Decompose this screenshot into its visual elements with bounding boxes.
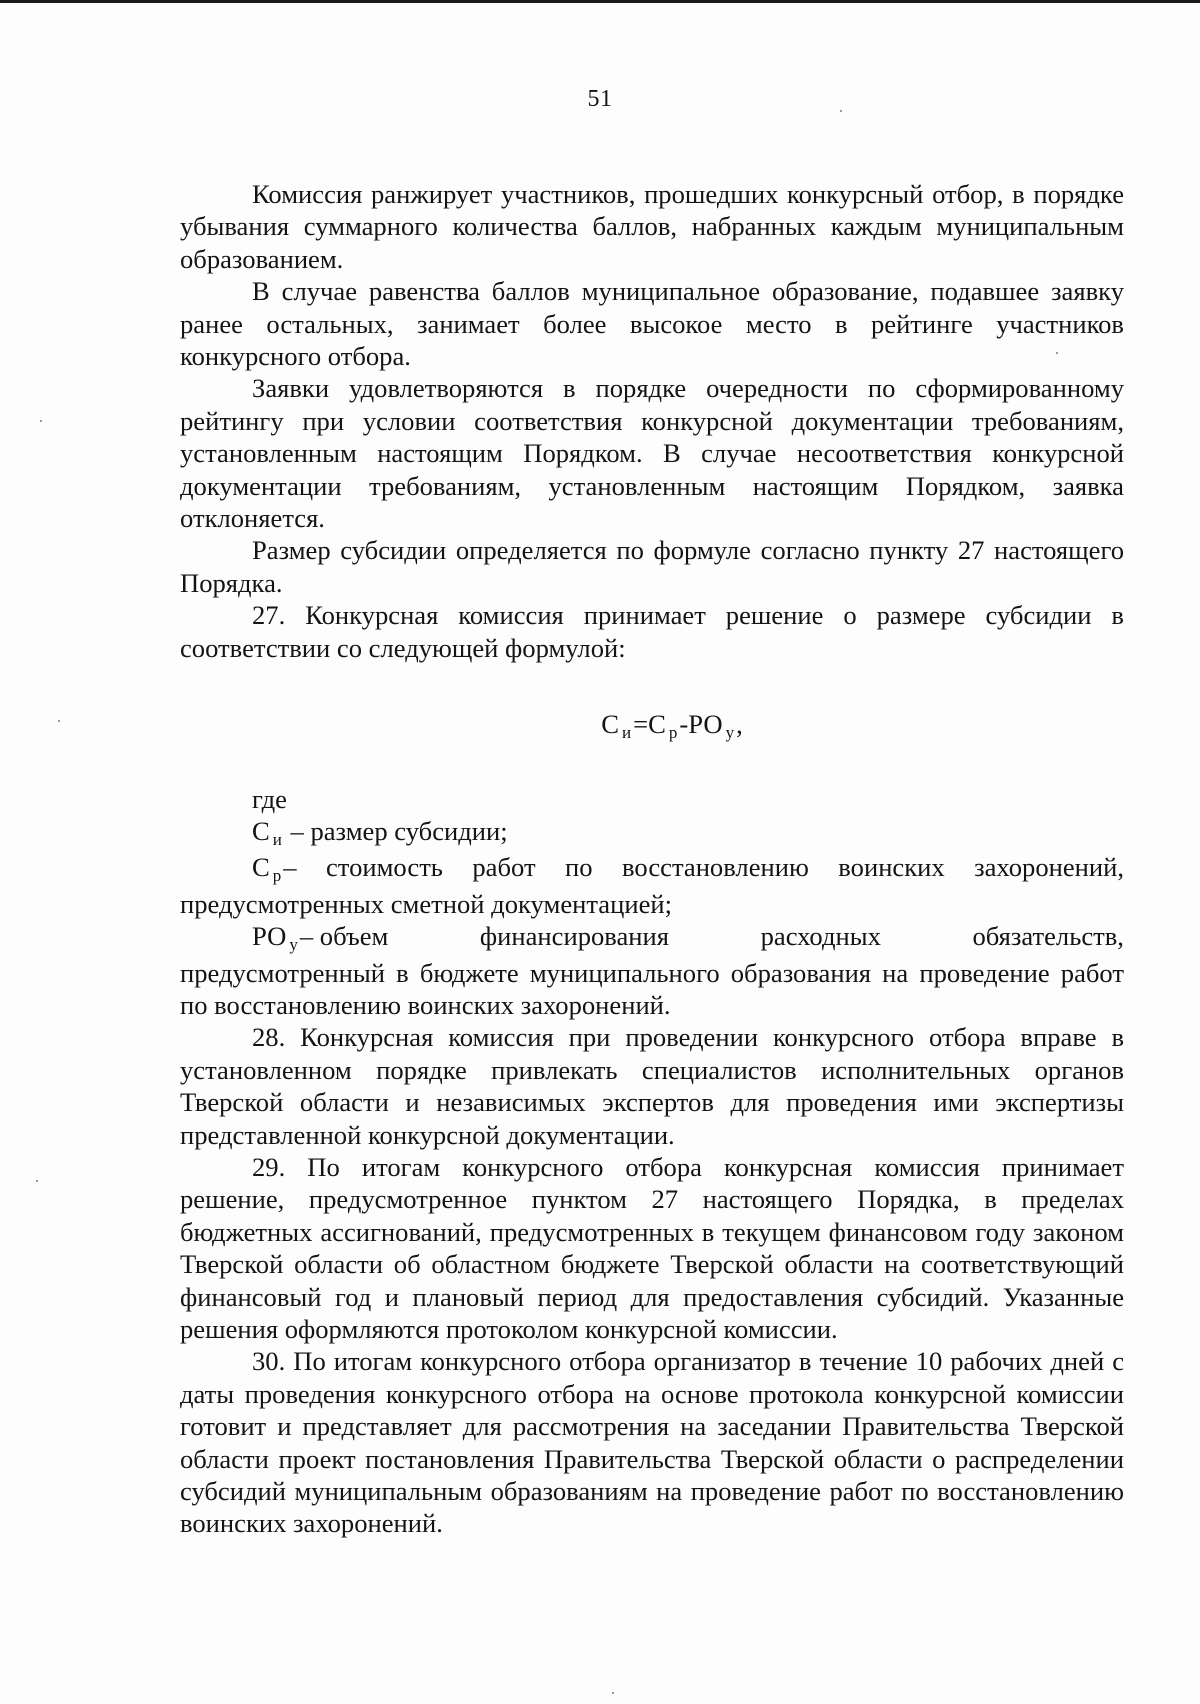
definition-ci: Си – размер субсидии; (252, 815, 508, 849)
formula-c-sub-r: р (668, 723, 678, 743)
subsidy-formula (180, 708, 1124, 744)
formula-c-cost: С (648, 709, 666, 740)
definition-rou-first-line: РО у– объем финансирования расходных обязательств, (252, 921, 1124, 955)
paragraph-28: 28. Конкурсная комиссия при проведении конкурсного отбора вправе в установленном порядке привлекать специалистов исполнительных органов Тверской области и независимых экспертов для проведения ими экспертизы представленной конкурсной документации. (180, 1022, 1124, 1150)
paragraph-tie-break: В случае равенства баллов муниципальное образование, подавшее заявку ранее остальных, занимает более высокое место в рейтинге участников конкурсного отбора. (180, 276, 1124, 372)
formula-ro: РО (688, 709, 723, 740)
paragraph-30: 30. По итогам конкурсного отбора организатор в течение 10 рабочих дней с даты проведения конкурсного отбора на основе протокола конкурсной комиссии готовит и представляет для рассмотрения на заседании Правительства Тверской области проект постановления Правительства Тверской области о распределении субсидий муниципальным образованиям на проведение работ по восстановлению воинских захоронений. (180, 1346, 1124, 1539)
scan-speck (612, 1692, 614, 1694)
paragraph-27: 27. Конкурсная комиссия принимает решение о размере субсидии в соответствии со следующей формулой: (180, 600, 1124, 663)
formula-comma: , (736, 709, 743, 740)
definition-cr: Ср– стоимость работ по восстановлению воинских захоронений, предусмотренных сметной документацией; (180, 852, 1124, 919)
scan-speck (40, 420, 42, 422)
formula-minus: - (679, 709, 689, 740)
paragraph-applications: Заявки удовлетворяются в порядке очередности по сформированному рейтингу при условии соответствия конкурсной документации требованиям, установленным настоящим Порядком. В случае несоответствия конкурсной документации требованиям, установленным настоящим Порядком, заявка отклоняется. (180, 373, 1124, 534)
paragraph-ranking: Комиссия ранжирует участников, прошедших конкурсный отбор, в порядке убывания суммарного количества баллов, набранных каждым муниципальным образованием. (180, 179, 1124, 274)
document-body (180, 178, 1124, 1540)
formula-equals: = (633, 709, 649, 740)
definition-rou-rest: предусмотренный в бюджете муниципального образования на проведение работ по восстановлению воинских захоронений. (180, 957, 1124, 1020)
formula-c: С (601, 709, 620, 740)
scan-speck (1056, 352, 1058, 354)
paragraph-subsidy-size: Размер субсидии определяется по формуле согласно пункту 27 настоящего Порядка. (180, 535, 1124, 598)
paragraph-29: 29. По итогам конкурсного отбора конкурсная комиссия принимает решение, предусмотренное пунктом 27 настоящего Порядка, в пределах бюджетных ассигнований, предусмотренных в текущем финансовом году законом Тверской области об областном бюджете Тверской области на соответствующий финансовый год и плановый период для предоставления субсидий. Указанные решения оформляются протоколом конкурсной комиссии. (180, 1151, 1124, 1344)
scan-top-edge (0, 0, 1200, 3)
scan-speck (36, 1180, 38, 1182)
scan-speck (840, 110, 842, 112)
where-label: где (252, 783, 287, 814)
scan-speck (58, 720, 60, 722)
formula-c-sub-i: и (622, 723, 632, 743)
formula-ro-sub-u: у (725, 723, 735, 743)
page-number: 51 (587, 86, 613, 112)
